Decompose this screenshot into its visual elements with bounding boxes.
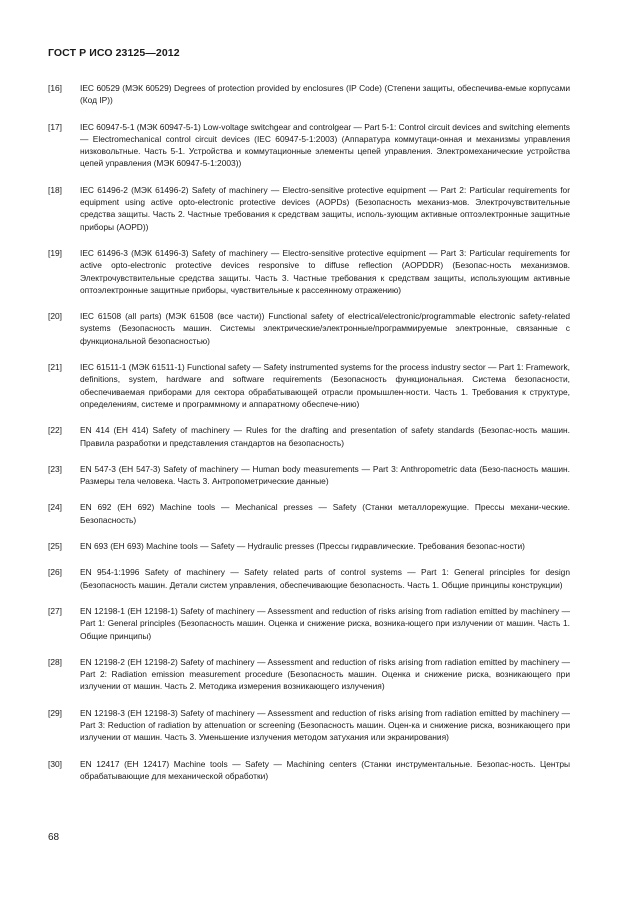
reference-number: [16]	[48, 83, 62, 93]
reference-text: IEC 60529 (МЭК 60529) Degrees of protection provided by enclosures (IP Code) (Степени защиты, обеспечива-емые корпусами (Код IP))	[80, 83, 570, 106]
reference-text: IEC 61496-2 (МЭК 61496-2) Safety of machinery — Electro-sensitive protective equipment — Part 2: Particular requirements for equipment using active opto-electronic protective devices (AOPDs) (Безопасность механиз-мов. Электрочувствительные средства защиты. Часть 2. Частные требования к средствам защиты, исполь-зующим активные оптоэлектронные защитные приборы (AOPD))	[80, 184, 570, 232]
reference-number: [25]	[48, 541, 62, 552]
reference-text: EN 12198-1 (ЕН 12198-1) Safety of machinery — Assessment and reduction of risks arising from radiation emitted by machinery — Part 1: General principles (Безопасность машин. Оценка и снижение риска, возника-ющего при излучении от машин. Часть 1. Общие принципы)	[80, 605, 570, 641]
reference-item	[48, 540, 570, 552]
reference-number: [30]	[48, 758, 62, 769]
reference-text: EN 547-3 (ЕН 547-3) Safety of machinery — Human body measurements — Part 3: Anthropometric data (Безо-пасность машин. Размеры тела человека. Часть 3. Антропометрические данные)	[80, 463, 570, 487]
reference-item	[48, 184, 570, 233]
reference-text: EN 12198-3 (ЕН 12198-3) Safety of machinery — Assessment and reduction of risks arising from radiation emitted by machinery — Part 3: Reduction of radiation by attenuation or screening (Безопасность машин. Оцен-ка и снижение риска, возникающего при излучении от машин. Часть 3. Уменьшение излучения методом затухания или экранирования)	[80, 707, 570, 743]
reference-item	[48, 247, 570, 296]
reference-item	[48, 605, 570, 642]
reference-number: [28]	[48, 656, 62, 667]
reference-number: [20]	[48, 311, 62, 322]
reference-item	[48, 758, 570, 783]
reference-text: EN 693 (ЕН 693) Machine tools — Safety — Hydraulic presses (Прессы гидравлические. Требования безопас-ности)	[80, 541, 525, 552]
page-header-title: ГОСТ Р ИСО 23125—2012	[48, 47, 180, 59]
reference-item	[48, 656, 570, 693]
reference-item	[48, 566, 570, 591]
reference-text: EN 692 (ЕН 692) Machine tools — Mechanical presses — Safety (Станки металлорежущие. Прессы механи-ческие. Безопасность)	[80, 502, 570, 525]
reference-list	[48, 82, 570, 796]
reference-text: IEC 61508 (all parts) (МЭК 61508 (все части)) Functional safety of electrical/electronic/programmable electronic safety-related systems (Безопасность машин. Системы электрические/электронные/программируемые электронные, связанные с функциональной безопасностью)	[80, 311, 570, 346]
reference-number: [18]	[48, 184, 62, 195]
reference-number: [23]	[48, 463, 62, 474]
reference-item	[48, 501, 570, 526]
reference-item	[48, 707, 570, 744]
reference-text: EN 414 (ЕН 414) Safety of machinery — Rules for the drafting and presentation of safety standards (Безопас-ность машин. Правила разработки и представления стандартов на безопасность)	[80, 425, 570, 448]
reference-text: EN 954-1:1996 Safety of machinery — Safety related parts of control systems — Part 1: General principles for design (Безопасность машин. Детали систем управления, обеспечивающие безопасность. Часть 1. Общие принципы конструкции)	[80, 567, 570, 590]
reference-text: IEC 61496-3 (МЭК 61496-3) Safety of machinery — Electro-sensitive protective equipment — Part 3: Particular requirements for active opto-electronic protective devices responsive to diffuse reflection (AOPDDR) (Безопас-ность механизмов. Электрочувствительные средства защиты. Часть 3. Частные требования к средствам защиты, использующим активные оптоэлектронные защитные приборы, чувствительные к рассеянному отражению)	[80, 247, 570, 295]
reference-number: [29]	[48, 707, 62, 718]
reference-number: [24]	[48, 502, 62, 513]
reference-text: IEC 61511-1 (МЭК 61511-1) Functional safety — Safety instrumented systems for the process industry sector — Part 1: Framework, definitions, system, hardware and software requirements (Безопасность функциональная. Система безопасности, обеспечиваемая приборами для сектора обрабатывающей отрасли промышлен-ности. Часть 1. Требования к структуре, определениям, системе и программному и аппаратному обеспече-нию)	[80, 362, 570, 409]
reference-item	[48, 463, 570, 488]
reference-text: EN 12198-2 (ЕН 12198-2) Safety of machinery — Assessment and reduction of risks arising from radiation emitted by machinery — Part 2: Radiation emission measurement procedure (Безопасность машин. Оценка и снижение риска, возникающего при излучении от машин. Часть 2. Методика измерения возникающего излучения)	[80, 656, 570, 692]
reference-number: [19]	[48, 247, 62, 258]
reference-text: IEC 60947-5-1 (МЭК 60947-5-1) Low-voltage switchgear and controlgear — Part 5-1: Control circuit devices and switching elements — Electromechanical control circuit devices (IEC 60947-5-1:2003) (Аппаратура коммутаци-онная и механизмы управления низковольтные. Часть 5-1. Устройства и коммутационные элементы цепей управления. Электромеханические устройства цепей управления (МЭК 60947-5-1:2003))	[80, 121, 570, 169]
reference-item	[48, 361, 570, 410]
reference-number: [17]	[48, 121, 62, 132]
page-number: 68	[48, 832, 60, 843]
reference-item	[48, 121, 570, 170]
reference-number: [26]	[48, 567, 62, 578]
reference-text: EN 12417 (ЕН 12417) Machine tools — Safety — Machining centers (Станки инструментальные. Безопас-ность. Центры обрабатывающие для механической обработки)	[80, 758, 570, 781]
reference-number: [27]	[48, 605, 62, 616]
reference-item	[48, 310, 570, 347]
reference-number: [21]	[48, 362, 62, 373]
reference-number: [22]	[48, 425, 62, 436]
reference-item	[48, 82, 570, 107]
reference-item	[48, 424, 570, 449]
